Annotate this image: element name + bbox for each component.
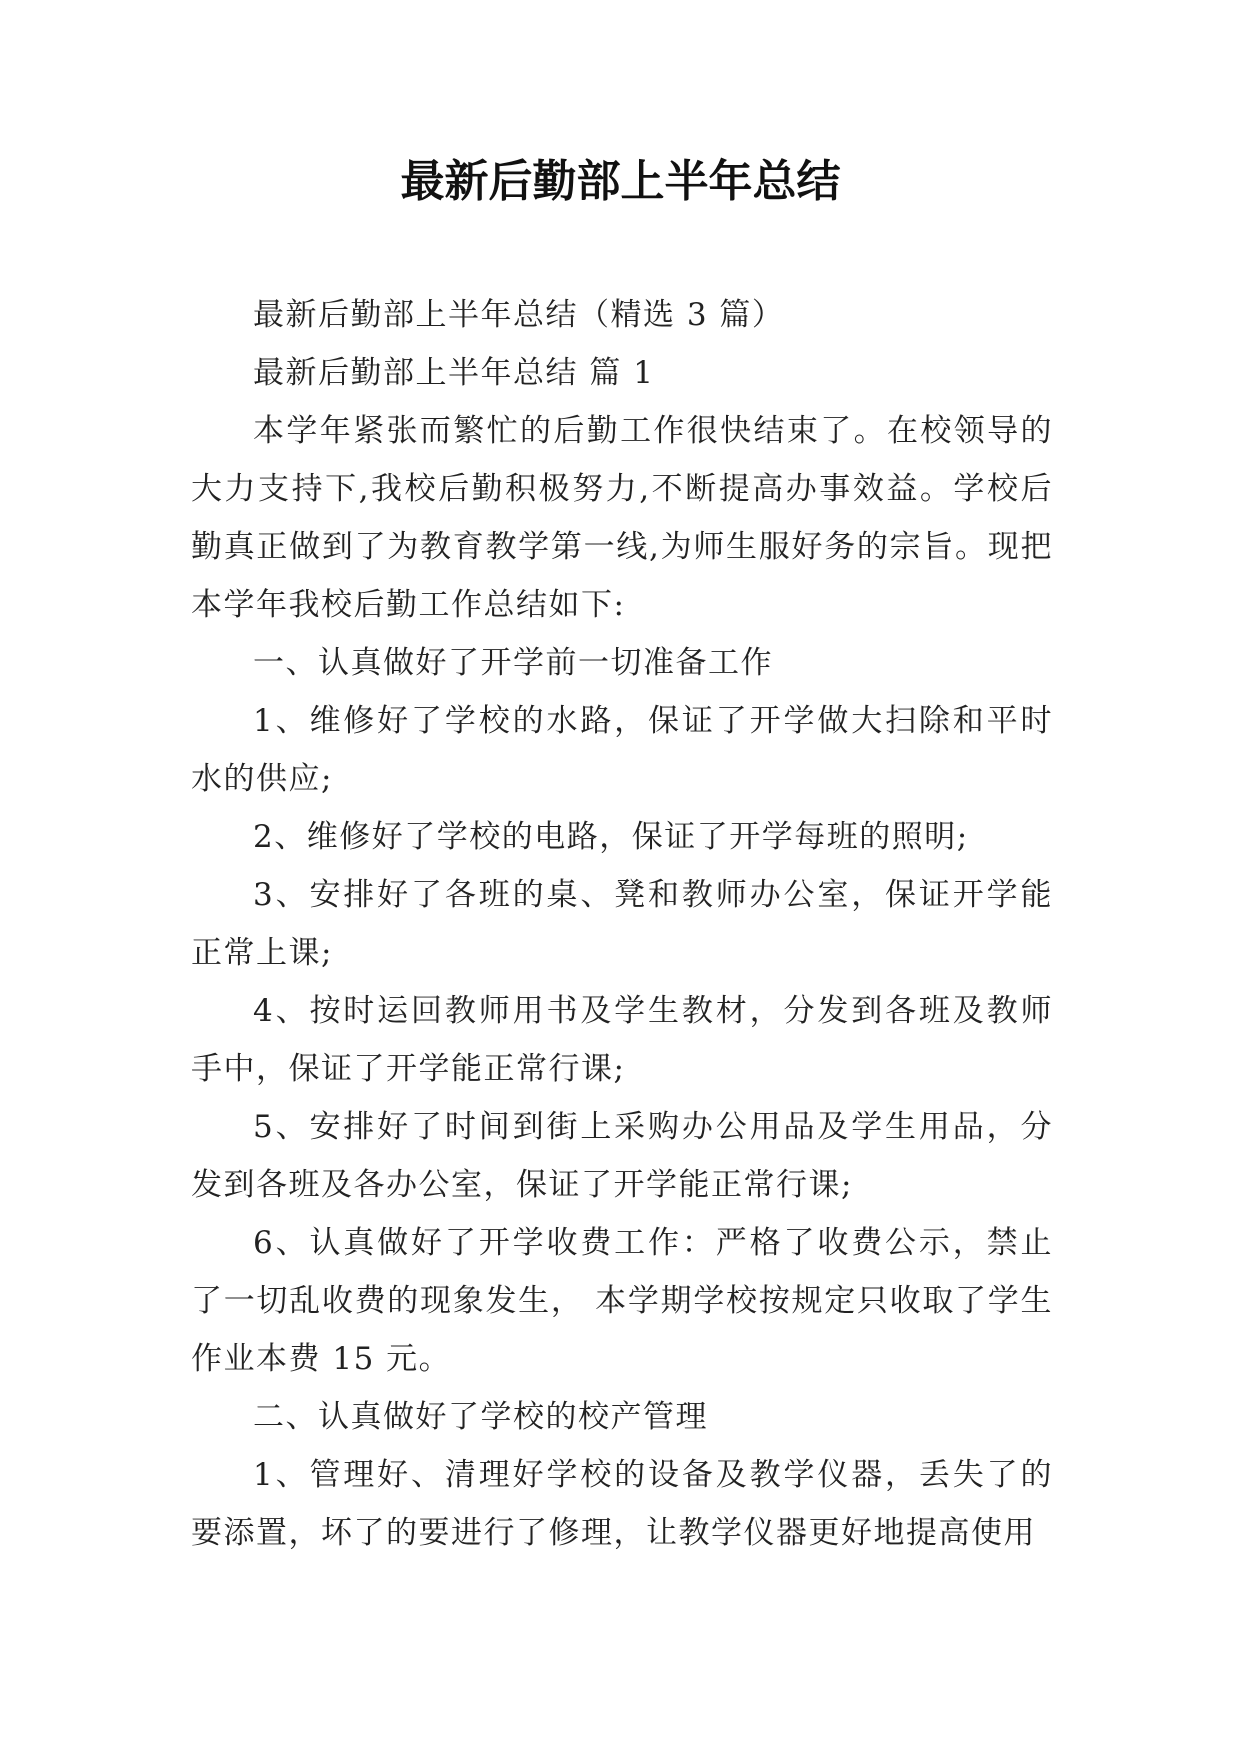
paragraph: 4、按时运回教师用书及学生教材，分发到各班及教师手中，保证了开学能正常行课;: [191, 993, 1053, 1087]
paragraph: 2、维修好了学校的电路，保证了开学每班的照明;: [253, 819, 969, 855]
paragraph: 3、安排好了各班的桌、凳和教师办公室，保证开学能正常上课;: [191, 877, 1053, 971]
paragraph: 1、管理好、清理好学校的设备及教学仪器，丢失了的要添置，坏了的要进行了修理，让教学仪器更好地提高使用: [191, 1457, 1053, 1551]
document-body: [191, 286, 1053, 1562]
document-title: 最新后勤部上半年总结: [400, 156, 841, 207]
paragraph: 5、安排好了时间到街上采购办公用品及学生用品，分发到各班及各办公室，保证了开学能正常行课;: [191, 1109, 1053, 1203]
paragraph: 本学年紧张而繁忙的后勤工作很快结束了。在校领导的大力支持下,我校后勤积极努力,不断提高办事效益。学校后勤真正做到了为教育教学第一线,为师生服好务的宗旨。现把本学年我校后勤工作总结如下:: [191, 413, 1053, 623]
paragraph-subtitle: 最新后勤部上半年总结（精选 3 篇）: [253, 297, 785, 333]
paragraph: 6、认真做好了开学收费工作：严格了收费公示，禁止了一切乱收费的现象发生， 本学期学校按规定只收取了学生作业本费 15 元。: [191, 1225, 1053, 1377]
paragraph-heading: 一、认真做好了开学前一切准备工作: [253, 645, 773, 681]
paragraph-section-heading: 最新后勤部上半年总结 篇 1: [253, 355, 655, 391]
paragraph-heading: 二、认真做好了学校的校产管理: [253, 1399, 708, 1435]
paragraph: 1、维修好了学校的水路，保证了开学做大扫除和平时水的供应;: [191, 703, 1053, 797]
